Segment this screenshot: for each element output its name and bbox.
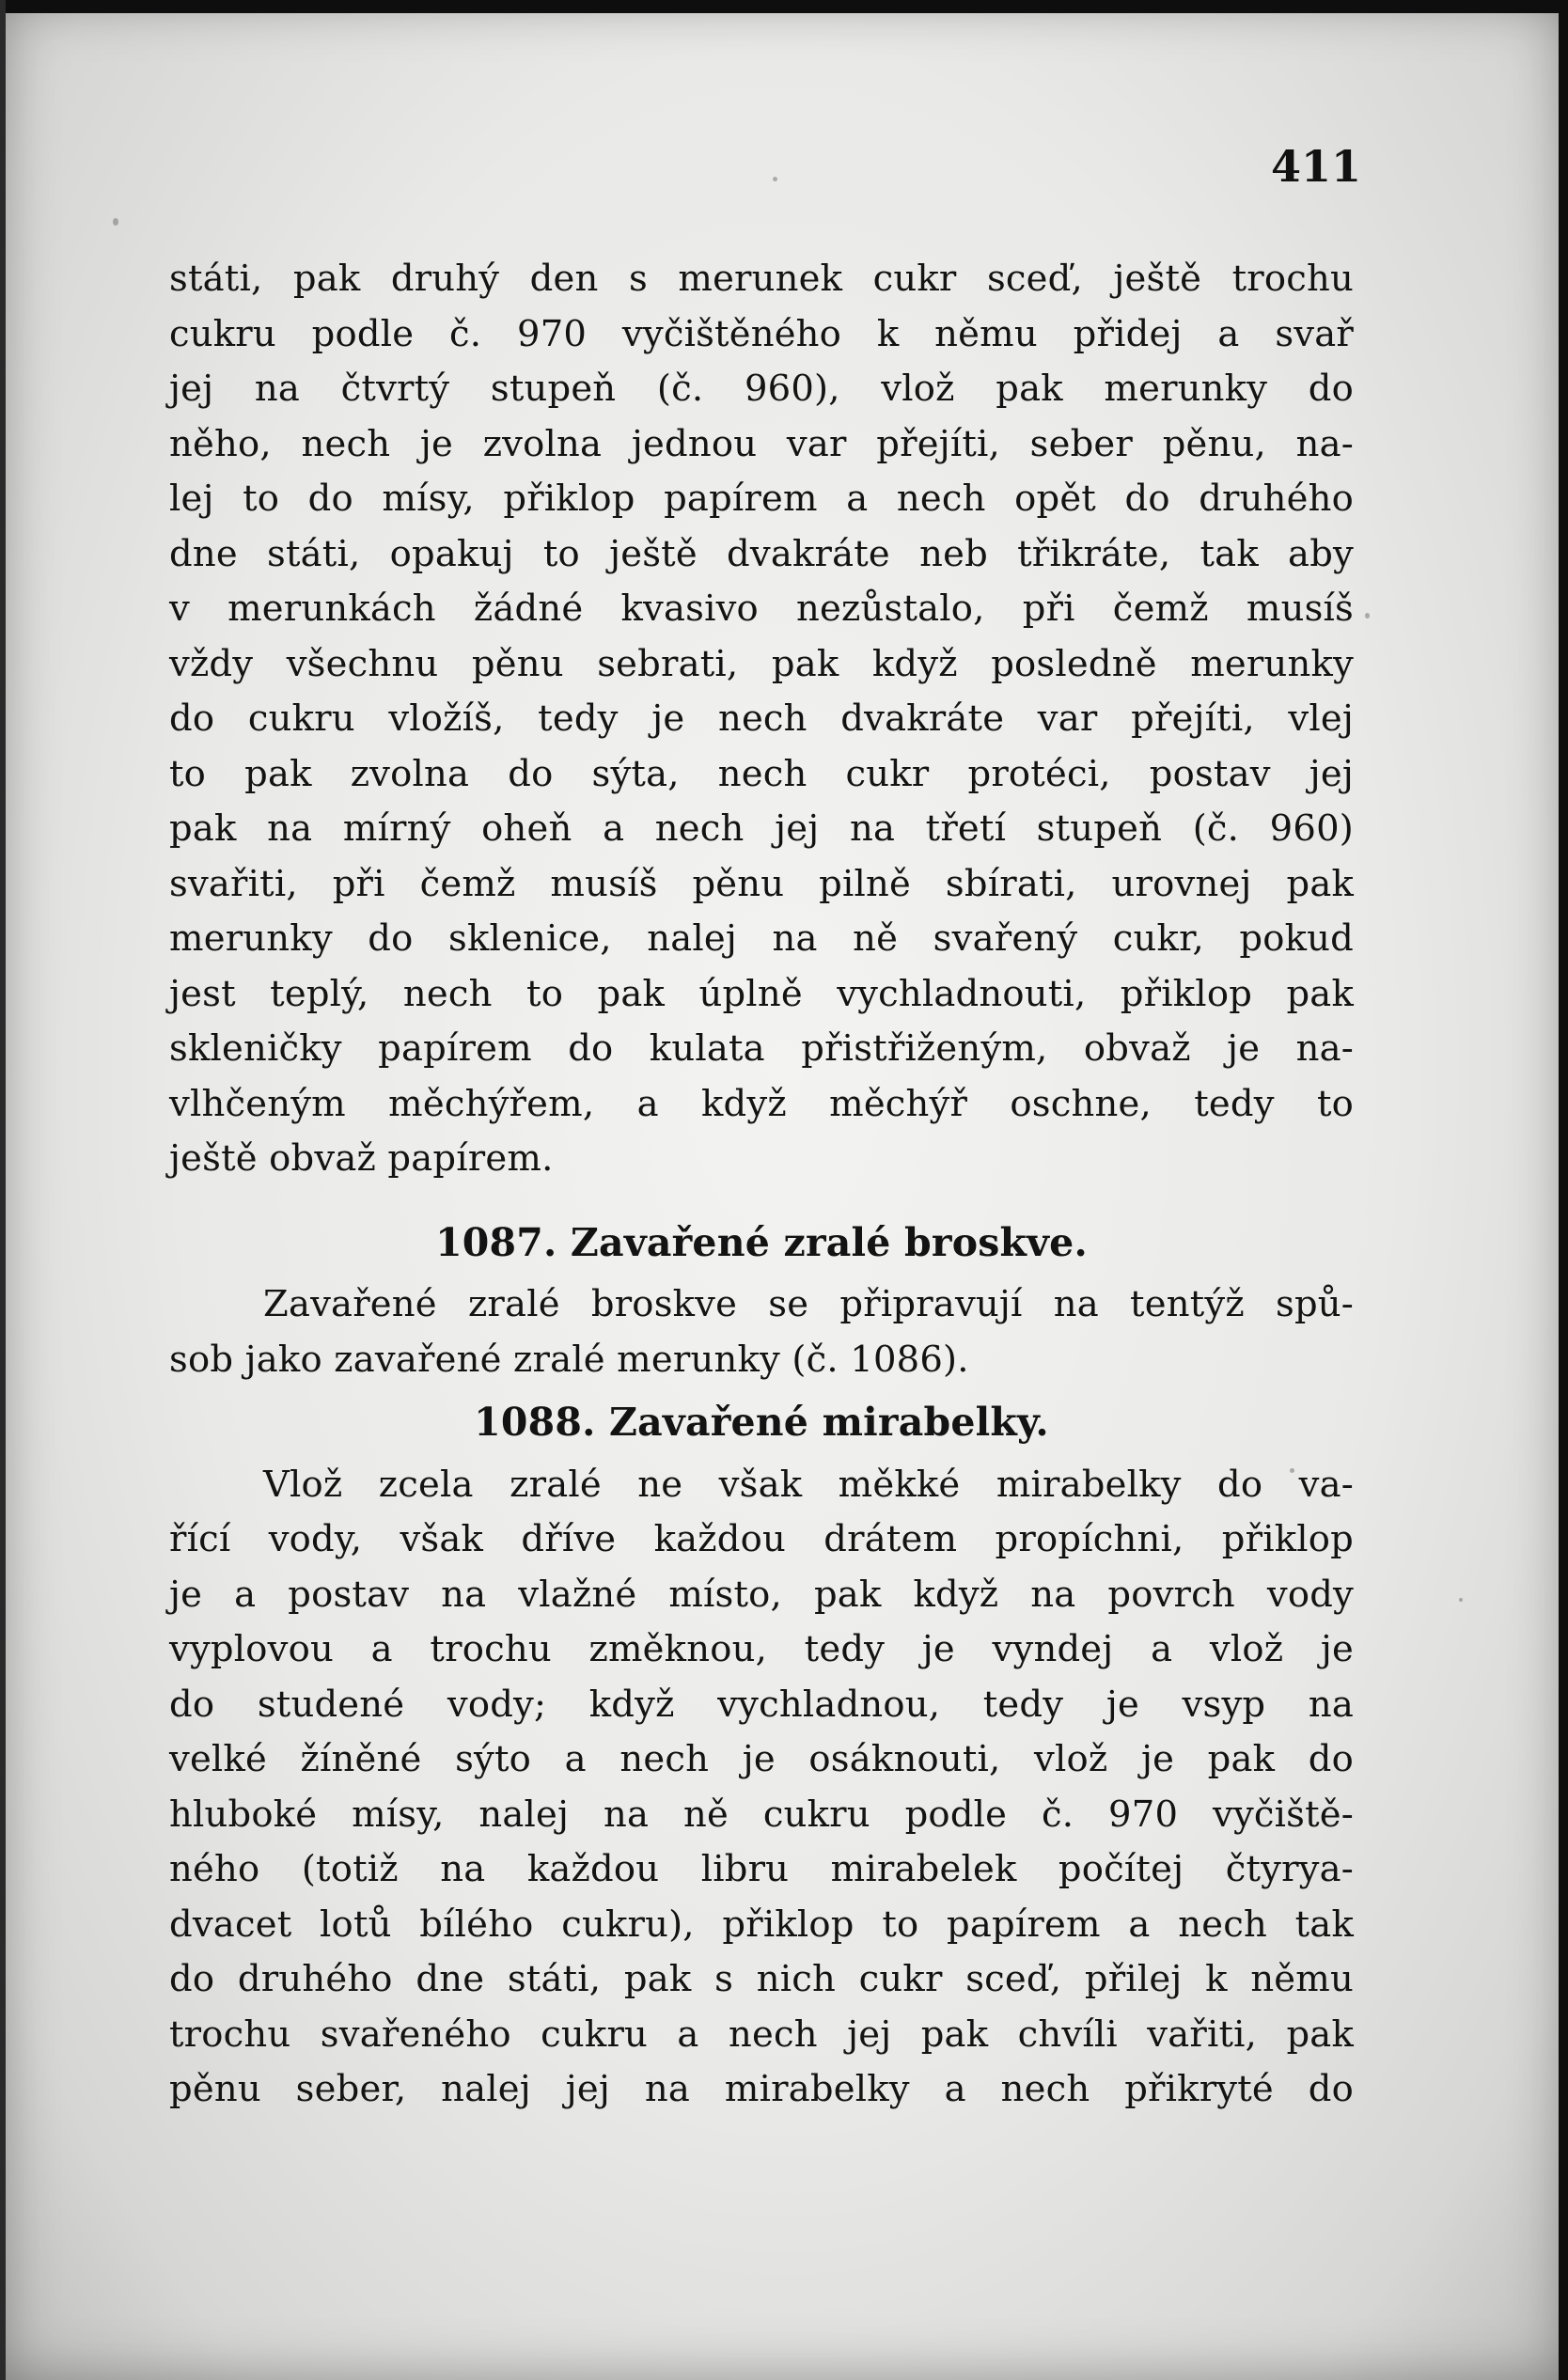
body-text (169, 252, 1354, 2118)
text-line: svařiti, při čemž musíš pěnu pilně sbírati, urovnej pak (169, 862, 1354, 905)
scan-edge-left (0, 0, 6, 2380)
text-line: do studené vody; když vychladnou, tedy je vsyp na (169, 1683, 1354, 1726)
text-line: vždy všechnu pěnu sebrati, pak když posledně merunky (169, 642, 1354, 685)
text-line: něho, nech je zvolna jednou var přejíti, seber pěnu, na- (169, 422, 1354, 465)
text-line: velké žíněné sýto a nech je osáknouti, vlož je pak do (169, 1738, 1354, 1780)
text-line: dvacet lotů bílého cukru), přiklop to papírem a nech tak (169, 1902, 1354, 1946)
scan-speck (1459, 1598, 1463, 1602)
text-line: je a postav na vlažné místo, pak když na povrch vody (169, 1573, 1354, 1616)
recipe-heading-1087: 1087. Zavařené zralé broskve. (435, 1219, 1088, 1265)
text-line: Zavařené zralé broskve se připravují na tentýž spů- (263, 1283, 1354, 1325)
text-line: státi, pak druhý den s merunek cukr sceď, ještě trochu (169, 258, 1354, 300)
text-line: ného (totiž na každou libru mirabelek počítej čtyrya- (169, 1848, 1354, 1890)
scan-speck (1365, 613, 1370, 618)
text-line: hluboké mísy, nalej na ně cukru podle č. 970 vyčiště- (169, 1793, 1354, 1836)
text-line: jej na čtvrtý stupeň (č. 960), vlož pak merunky do (169, 368, 1354, 410)
text-line: pěnu seber, nalej jej na mirabelky a nech přikryté do (169, 2068, 1354, 2110)
scan-speck (773, 177, 777, 181)
recipe-heading-1088: 1088. Zavařené mirabelky. (474, 1400, 1049, 1445)
text-line: dne státi, opakuj to ještě dvakráte neb třikráte, tak aby (169, 532, 1354, 575)
text-line: sob jako zavařené zralé merunky (č. 1086). (169, 1338, 969, 1381)
text-line: v merunkách žádné kvasivo nezůstalo, při čemž musíš (169, 587, 1354, 630)
text-line: do druhého dne státi, pak s nich cukr sceď, přilej k němu (169, 1958, 1354, 2000)
text-line: pak na mírný oheň a nech jej na třetí stupeň (č. 960) (169, 807, 1354, 850)
scan-edge-top (0, 0, 1568, 13)
text-line: cukru podle č. 970 vyčištěného k němu přidej a svař (169, 312, 1354, 355)
text-line: ještě obvaž papírem. (169, 1137, 554, 1180)
paragraph-continuation (169, 252, 1354, 1187)
scan-speck (113, 218, 118, 226)
text-line: vyplovou a trochu změknou, tedy je vyndej a vlož je (169, 1628, 1354, 1670)
text-line: skleničky papírem do kulata přistřiženým, obvaž je na- (169, 1027, 1354, 1070)
paragraph-1087 (169, 1277, 1354, 1387)
text-line: lej to do mísy, přiklop papírem a nech opět do druhého (169, 478, 1354, 520)
text-line: to pak zvolna do sýta, nech cukr protéci, postav jej (169, 752, 1354, 795)
text-line: merunky do sklenice, nalej na ně svařený cukr, pokud (169, 917, 1354, 960)
text-line: trochu svařeného cukru a nech jej pak chvíli vařiti, pak (169, 2012, 1354, 2056)
text-line: řící vody, však dříve každou drátem propíchni, přiklop (169, 1518, 1354, 1560)
page-number: 411 (1271, 141, 1362, 192)
text-line: do cukru vložíš, tedy je nech dvakráte var přejíti, vlej (169, 697, 1354, 740)
text-line: Vlož zcela zralé ne však měkké mirabelky do va- (263, 1463, 1354, 1506)
paragraph-1088 (169, 1458, 1354, 2118)
text-line: vlhčeným měchýřem, a když měchýř oschne, tedy to (169, 1082, 1354, 1125)
scan-edge-right (1559, 0, 1568, 2380)
text-line: jest teplý, nech to pak úplně vychladnouti, přiklop pak (169, 972, 1354, 1015)
